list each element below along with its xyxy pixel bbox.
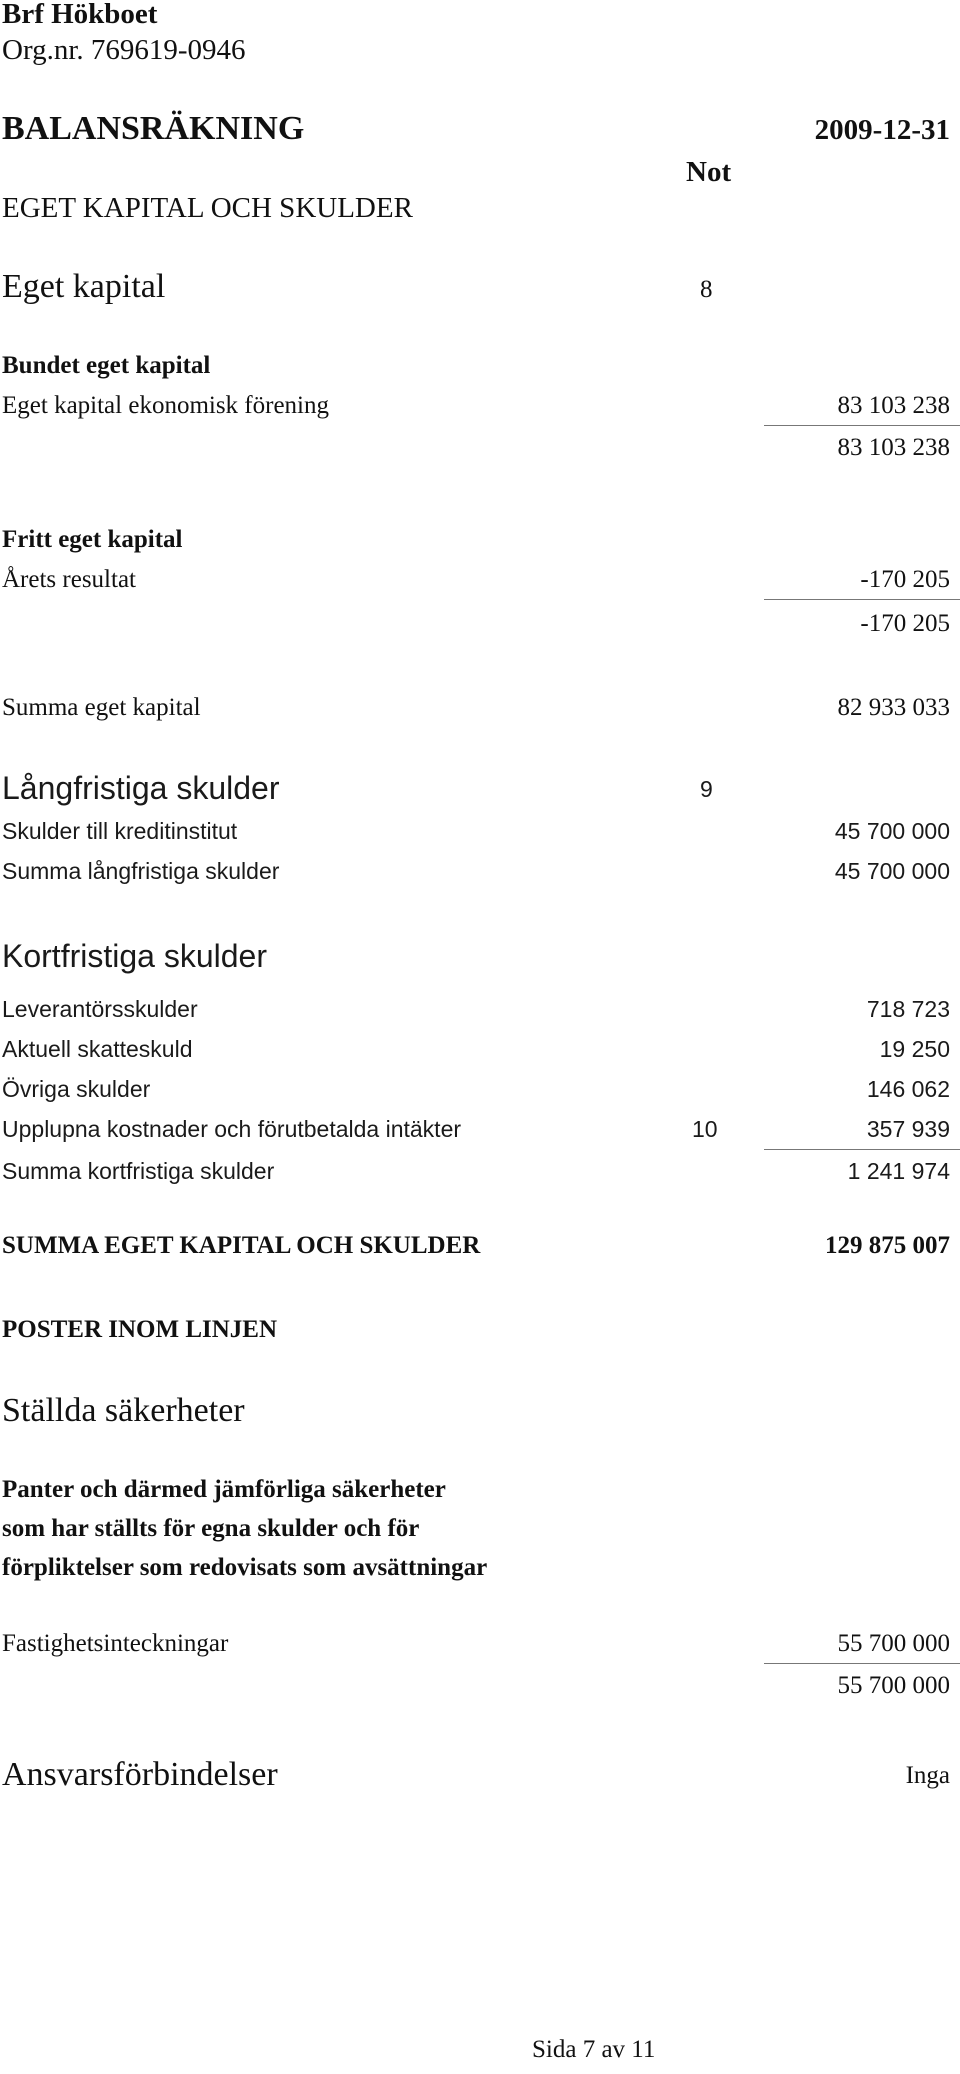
langfristiga-note: 9 xyxy=(700,776,713,802)
ansvarsforbindelser-label: Ansvarsförbindelser xyxy=(2,1756,278,1793)
org-number: Org.nr. 769619-0946 xyxy=(2,34,246,66)
summa-kortfristiga-label: Summa kortfristiga skulder xyxy=(2,1158,275,1184)
langfristiga-row-label: Skulder till kreditinstitut xyxy=(2,818,238,844)
summa-kortfristiga-value: 1 241 974 xyxy=(847,1158,950,1184)
summa-eget-kapital-value: 82 933 033 xyxy=(837,694,950,721)
ansvarsforbindelser-value: Inga xyxy=(905,1762,950,1789)
total-label: SUMMA EGET KAPITAL OCH SKULDER xyxy=(2,1232,481,1259)
description-line: som har ställts för egna skulder och för xyxy=(2,1515,420,1542)
kortfristiga-row-value: 357 939 xyxy=(866,1116,950,1142)
summa-langfristiga-value: 45 700 000 xyxy=(834,858,950,884)
kortfristiga-row-label: Upplupna kostnader och förutbetalda intäkter xyxy=(2,1116,462,1142)
page-title: BALANSRÄKNING xyxy=(2,110,305,147)
kortfristiga-rule xyxy=(764,1149,960,1150)
org-name: Brf Hökboet xyxy=(2,0,158,30)
bundet-row-value: 83 103 238 xyxy=(837,392,950,419)
total-value: 129 875 007 xyxy=(825,1232,950,1259)
fritt-row-value: -170 205 xyxy=(860,566,950,593)
fritt-heading: Fritt eget kapital xyxy=(2,526,183,553)
kortfristiga-heading: Kortfristiga skulder xyxy=(2,938,267,974)
section-title: EGET KAPITAL OCH SKULDER xyxy=(2,192,413,224)
bundet-subtotal: 83 103 238 xyxy=(837,434,950,461)
fastighetsinteckningar-label: Fastighetsinteckningar xyxy=(2,1630,229,1657)
langfristiga-heading: Långfristiga skulder xyxy=(2,770,280,806)
kortfristiga-row-label: Leverantörsskulder xyxy=(2,996,198,1022)
bundet-row-label: Eget kapital ekonomisk förening xyxy=(2,392,330,419)
fastighetsinteckningar-subtotal: 55 700 000 xyxy=(837,1672,950,1699)
bundet-heading: Bundet eget kapital xyxy=(2,352,211,379)
fritt-rule xyxy=(764,599,960,600)
kortfristiga-row-value: 146 062 xyxy=(866,1076,950,1102)
langfristiga-row-value: 45 700 000 xyxy=(834,818,950,844)
kortfristiga-row-note: 10 xyxy=(692,1116,718,1142)
eget-kapital-heading: Eget kapital xyxy=(2,268,166,305)
report-date: 2009-12-31 xyxy=(814,114,950,146)
summa-eget-kapital-label: Summa eget kapital xyxy=(2,694,201,721)
note-column-header: Not xyxy=(686,156,732,188)
page-number: Sida 7 av 11 xyxy=(532,2036,656,2063)
fritt-subtotal: -170 205 xyxy=(860,610,950,637)
summa-langfristiga-label: Summa långfristiga skulder xyxy=(2,858,280,884)
kortfristiga-row-value: 718 723 xyxy=(866,996,950,1022)
bundet-rule xyxy=(764,425,960,426)
poster-heading: POSTER INOM LINJEN xyxy=(2,1316,278,1343)
kortfristiga-row-label: Aktuell skatteskuld xyxy=(2,1036,193,1062)
description-line: Panter och därmed jämförliga säkerheter xyxy=(2,1476,446,1503)
kortfristiga-row-value: 19 250 xyxy=(879,1036,950,1062)
fastighetsinteckningar-value: 55 700 000 xyxy=(837,1630,950,1657)
kortfristiga-row-label: Övriga skulder xyxy=(2,1076,151,1102)
eget-kapital-note: 8 xyxy=(700,276,713,303)
stallda-sakerheter-heading: Ställda säkerheter xyxy=(2,1392,245,1429)
description-line: förpliktelser som redovisats som avsättningar xyxy=(2,1554,488,1581)
fastighetsinteckningar-rule xyxy=(764,1663,960,1664)
fritt-row-label: Årets resultat xyxy=(2,566,136,593)
